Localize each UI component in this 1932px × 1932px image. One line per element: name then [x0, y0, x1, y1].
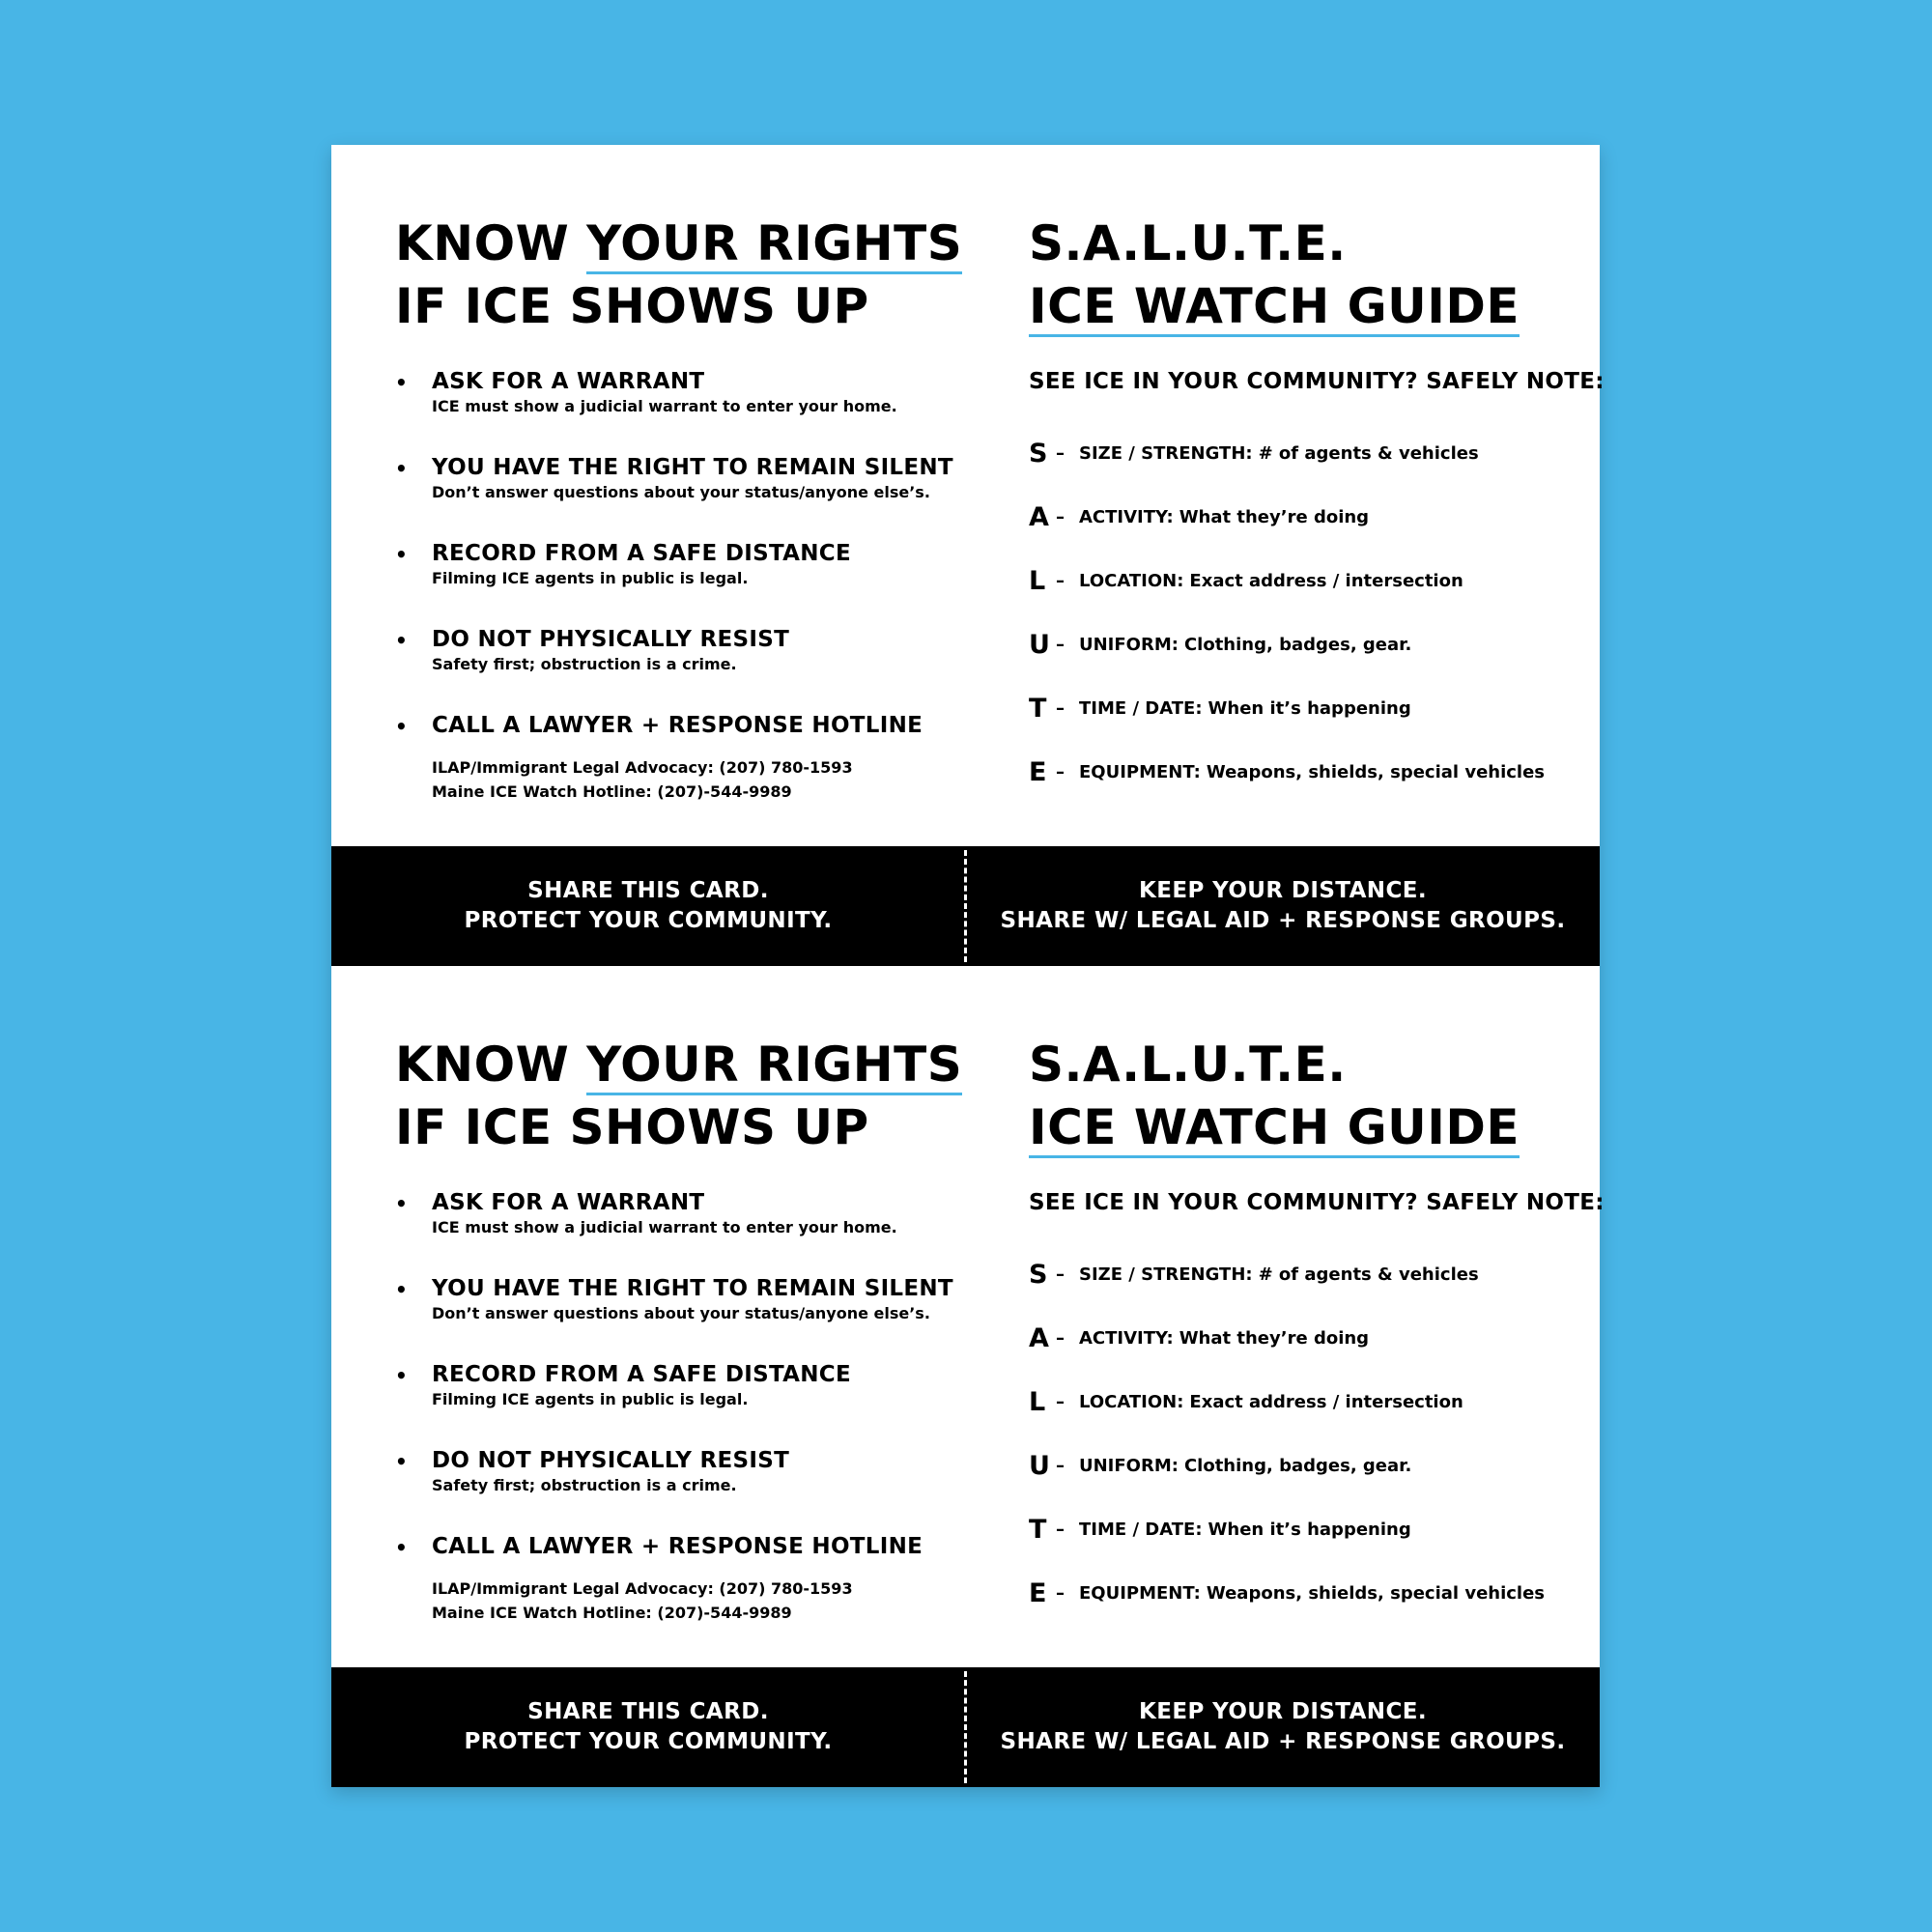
- salute-title: [1029, 1034, 1520, 1159]
- card-2: [331, 966, 1605, 1787]
- bullet-icon: •: [395, 1364, 408, 1387]
- rights-item-warrant: [395, 1188, 965, 1274]
- salute-intro: SEE ICE IN YOUR COMMUNITY? SAFELY NOTE:: [1029, 369, 1605, 394]
- rights-item-heading: ASK FOR A WARRANT: [432, 1190, 705, 1215]
- salute-item-size: [1029, 421, 1545, 485]
- footer-band: [331, 1667, 1600, 1787]
- rights-item-detail: Safety first; obstruction is a crime.: [432, 1476, 737, 1494]
- contact-hotline: Maine ICE Watch Hotline: (207)-544-9989: [432, 782, 792, 801]
- bullet-icon: •: [395, 1536, 408, 1559]
- rights-item-heading: ASK FOR A WARRANT: [432, 369, 705, 394]
- salute-dash: –: [1056, 1455, 1065, 1476]
- rights-list: [395, 367, 965, 797]
- salute-dash: –: [1056, 442, 1065, 464]
- rights-item-detail: Safety first; obstruction is a crime.: [432, 655, 737, 673]
- salute-description: When it’s happening: [1208, 697, 1411, 719]
- contact-hotline: Maine ICE Watch Hotline: (207)-544-9989: [432, 1604, 792, 1622]
- salute-label: EQUIPMENT:: [1079, 1582, 1201, 1604]
- salute-dash: –: [1056, 1327, 1065, 1349]
- bullet-icon: •: [395, 1278, 408, 1301]
- salute-label: UNIFORM:: [1079, 1455, 1179, 1476]
- rights-item-heading: DO NOT PHYSICALLY RESIST: [432, 627, 790, 652]
- salute-letter: T: [1029, 693, 1047, 724]
- salute-letter: L: [1029, 1386, 1046, 1417]
- rights-title-underlined: YOUR RIGHTS: [586, 215, 962, 274]
- salute-description: Clothing, badges, gear.: [1183, 634, 1412, 655]
- rights-item-warrant: [395, 367, 965, 453]
- rights-item-heading: YOU HAVE THE RIGHT TO REMAIN SILENT: [432, 455, 953, 480]
- rights-item-heading: CALL A LAWYER + RESPONSE HOTLINE: [432, 1534, 923, 1559]
- salute-description: # of agents & vehicles: [1258, 1264, 1479, 1285]
- salute-list: [1029, 1242, 1545, 1625]
- salute-letter: T: [1029, 1514, 1047, 1545]
- footer-keep-distance: [966, 846, 1600, 966]
- footer-share-card: [331, 1667, 965, 1787]
- footer-line: KEEP YOUR DISTANCE.: [1139, 1699, 1427, 1724]
- salute-label: EQUIPMENT:: [1079, 761, 1201, 782]
- salute-dash: –: [1056, 697, 1065, 719]
- salute-label: UNIFORM:: [1079, 634, 1179, 655]
- footer-line: SHARE THIS CARD.: [527, 878, 769, 903]
- salute-item-equipment: [1029, 740, 1545, 804]
- salute-label: ACTIVITY:: [1079, 506, 1174, 527]
- salute-dash: –: [1056, 1519, 1065, 1540]
- rights-title-part1: KNOW: [395, 215, 587, 271]
- know-your-rights-panel: [395, 966, 965, 1667]
- bullet-icon: •: [395, 457, 408, 480]
- rights-item-detail: ICE must show a judicial warrant to enter your home.: [432, 1218, 897, 1236]
- salute-item-time: [1029, 676, 1545, 740]
- salute-label: TIME / DATE:: [1079, 1519, 1203, 1540]
- contact-list: [432, 755, 853, 804]
- salute-panel: [1029, 145, 1605, 846]
- salute-letter: L: [1029, 565, 1046, 596]
- footer-line: SHARE W/ LEGAL AID + RESPONSE GROUPS.: [1000, 1729, 1566, 1754]
- salute-description: # of agents & vehicles: [1258, 442, 1479, 464]
- contact-ilap: ILAP/Immigrant Legal Advocacy: (207) 780-1593: [432, 1579, 853, 1598]
- salute-item-activity: [1029, 485, 1545, 549]
- salute-description: Clothing, badges, gear.: [1183, 1455, 1412, 1476]
- rights-title-part1: KNOW: [395, 1037, 587, 1093]
- salute-label: ACTIVITY:: [1079, 1327, 1174, 1349]
- salute-description: What they’re doing: [1179, 506, 1370, 527]
- card-sheet: [331, 145, 1605, 1787]
- salute-dash: –: [1056, 1264, 1065, 1285]
- salute-description: Exact address / intersection: [1189, 1391, 1463, 1412]
- bullet-icon: •: [395, 629, 408, 652]
- bullet-icon: •: [395, 715, 408, 738]
- rights-item-heading: YOU HAVE THE RIGHT TO REMAIN SILENT: [432, 1276, 953, 1301]
- salute-description: Weapons, shields, special vehicles: [1206, 761, 1546, 782]
- rights-item-detail: Filming ICE agents in public is legal.: [432, 569, 749, 587]
- salute-item-time: [1029, 1497, 1545, 1561]
- rights-item-detail: ICE must show a judicial warrant to enter your home.: [432, 397, 897, 415]
- salute-letter: U: [1029, 1450, 1050, 1481]
- bullet-icon: •: [395, 1450, 408, 1473]
- bullet-icon: •: [395, 543, 408, 566]
- footer-line: SHARE THIS CARD.: [527, 1699, 769, 1724]
- salute-item-uniform: [1029, 1434, 1545, 1497]
- rights-item-heading: RECORD FROM A SAFE DISTANCE: [432, 541, 851, 566]
- rights-item-heading: CALL A LAWYER + RESPONSE HOTLINE: [432, 713, 923, 738]
- rights-item-detail: Filming ICE agents in public is legal.: [432, 1390, 749, 1408]
- salute-dash: –: [1056, 634, 1065, 655]
- know-your-rights-panel: [395, 145, 965, 846]
- salute-item-location: [1029, 1370, 1545, 1434]
- salute-item-equipment: [1029, 1561, 1545, 1625]
- salute-title-underlined: ICE WATCH GUIDE: [1029, 278, 1520, 337]
- salute-dash: –: [1056, 506, 1065, 527]
- salute-description: When it’s happening: [1208, 1519, 1411, 1540]
- rights-title-line2: IF ICE SHOWS UP: [395, 1099, 869, 1155]
- footer-line: PROTECT YOUR COMMUNITY.: [464, 1729, 833, 1754]
- footer-line: KEEP YOUR DISTANCE.: [1139, 878, 1427, 903]
- salute-label: LOCATION:: [1079, 1391, 1184, 1412]
- salute-label: SIZE / STRENGTH:: [1079, 1264, 1253, 1285]
- card-1: [331, 145, 1605, 966]
- rights-item-record: [395, 1360, 965, 1446]
- rights-item-record: [395, 539, 965, 625]
- footer-band: [331, 846, 1600, 966]
- rights-title-underlined: YOUR RIGHTS: [586, 1037, 962, 1095]
- salute-letter: S: [1029, 1259, 1048, 1290]
- salute-label: LOCATION:: [1079, 570, 1184, 591]
- salute-title: [1029, 213, 1520, 338]
- salute-panel: [1029, 966, 1605, 1667]
- salute-list: [1029, 421, 1545, 804]
- salute-dash: –: [1056, 570, 1065, 591]
- salute-title-underlined: ICE WATCH GUIDE: [1029, 1099, 1520, 1158]
- salute-letter: E: [1029, 756, 1047, 787]
- footer-line: SHARE W/ LEGAL AID + RESPONSE GROUPS.: [1000, 908, 1566, 933]
- rights-item-heading: DO NOT PHYSICALLY RESIST: [432, 1448, 790, 1473]
- salute-letter: S: [1029, 438, 1048, 469]
- salute-item-size: [1029, 1242, 1545, 1306]
- salute-description: What they’re doing: [1179, 1327, 1370, 1349]
- salute-letter: E: [1029, 1577, 1047, 1608]
- rights-item-detail: Don’t answer questions about your status/anyone else’s.: [432, 483, 930, 501]
- rights-item-resist: [395, 625, 965, 711]
- salute-title-line1: S.A.L.U.T.E.: [1029, 1037, 1347, 1093]
- rights-title-line2: IF ICE SHOWS UP: [395, 278, 869, 334]
- salute-dash: –: [1056, 1582, 1065, 1604]
- rights-item-detail: Don’t answer questions about your status/anyone else’s.: [432, 1304, 930, 1322]
- rights-item-resist: [395, 1446, 965, 1532]
- rights-list: [395, 1188, 965, 1618]
- salute-letter: A: [1029, 501, 1049, 532]
- rights-title: [395, 213, 962, 338]
- footer-share-card: [331, 846, 965, 966]
- footer-line: PROTECT YOUR COMMUNITY.: [464, 908, 833, 933]
- footer-keep-distance: [966, 1667, 1600, 1787]
- bullet-icon: •: [395, 1192, 408, 1215]
- salute-item-location: [1029, 549, 1545, 612]
- rights-item-silent: [395, 453, 965, 539]
- salute-description: Exact address / intersection: [1189, 570, 1463, 591]
- contact-ilap: ILAP/Immigrant Legal Advocacy: (207) 780-1593: [432, 758, 853, 777]
- salute-title-line1: S.A.L.U.T.E.: [1029, 215, 1347, 271]
- salute-dash: –: [1056, 1391, 1065, 1412]
- salute-letter: U: [1029, 629, 1050, 660]
- salute-letter: A: [1029, 1322, 1049, 1353]
- salute-dash: –: [1056, 761, 1065, 782]
- salute-label: TIME / DATE:: [1079, 697, 1203, 719]
- salute-description: Weapons, shields, special vehicles: [1206, 1582, 1546, 1604]
- salute-intro: SEE ICE IN YOUR COMMUNITY? SAFELY NOTE:: [1029, 1190, 1605, 1215]
- bullet-icon: •: [395, 371, 408, 394]
- salute-item-activity: [1029, 1306, 1545, 1370]
- rights-title: [395, 1034, 962, 1159]
- salute-label: SIZE / STRENGTH:: [1079, 442, 1253, 464]
- rights-item-heading: RECORD FROM A SAFE DISTANCE: [432, 1362, 851, 1387]
- salute-item-uniform: [1029, 612, 1545, 676]
- rights-item-silent: [395, 1274, 965, 1360]
- contact-list: [432, 1577, 853, 1625]
